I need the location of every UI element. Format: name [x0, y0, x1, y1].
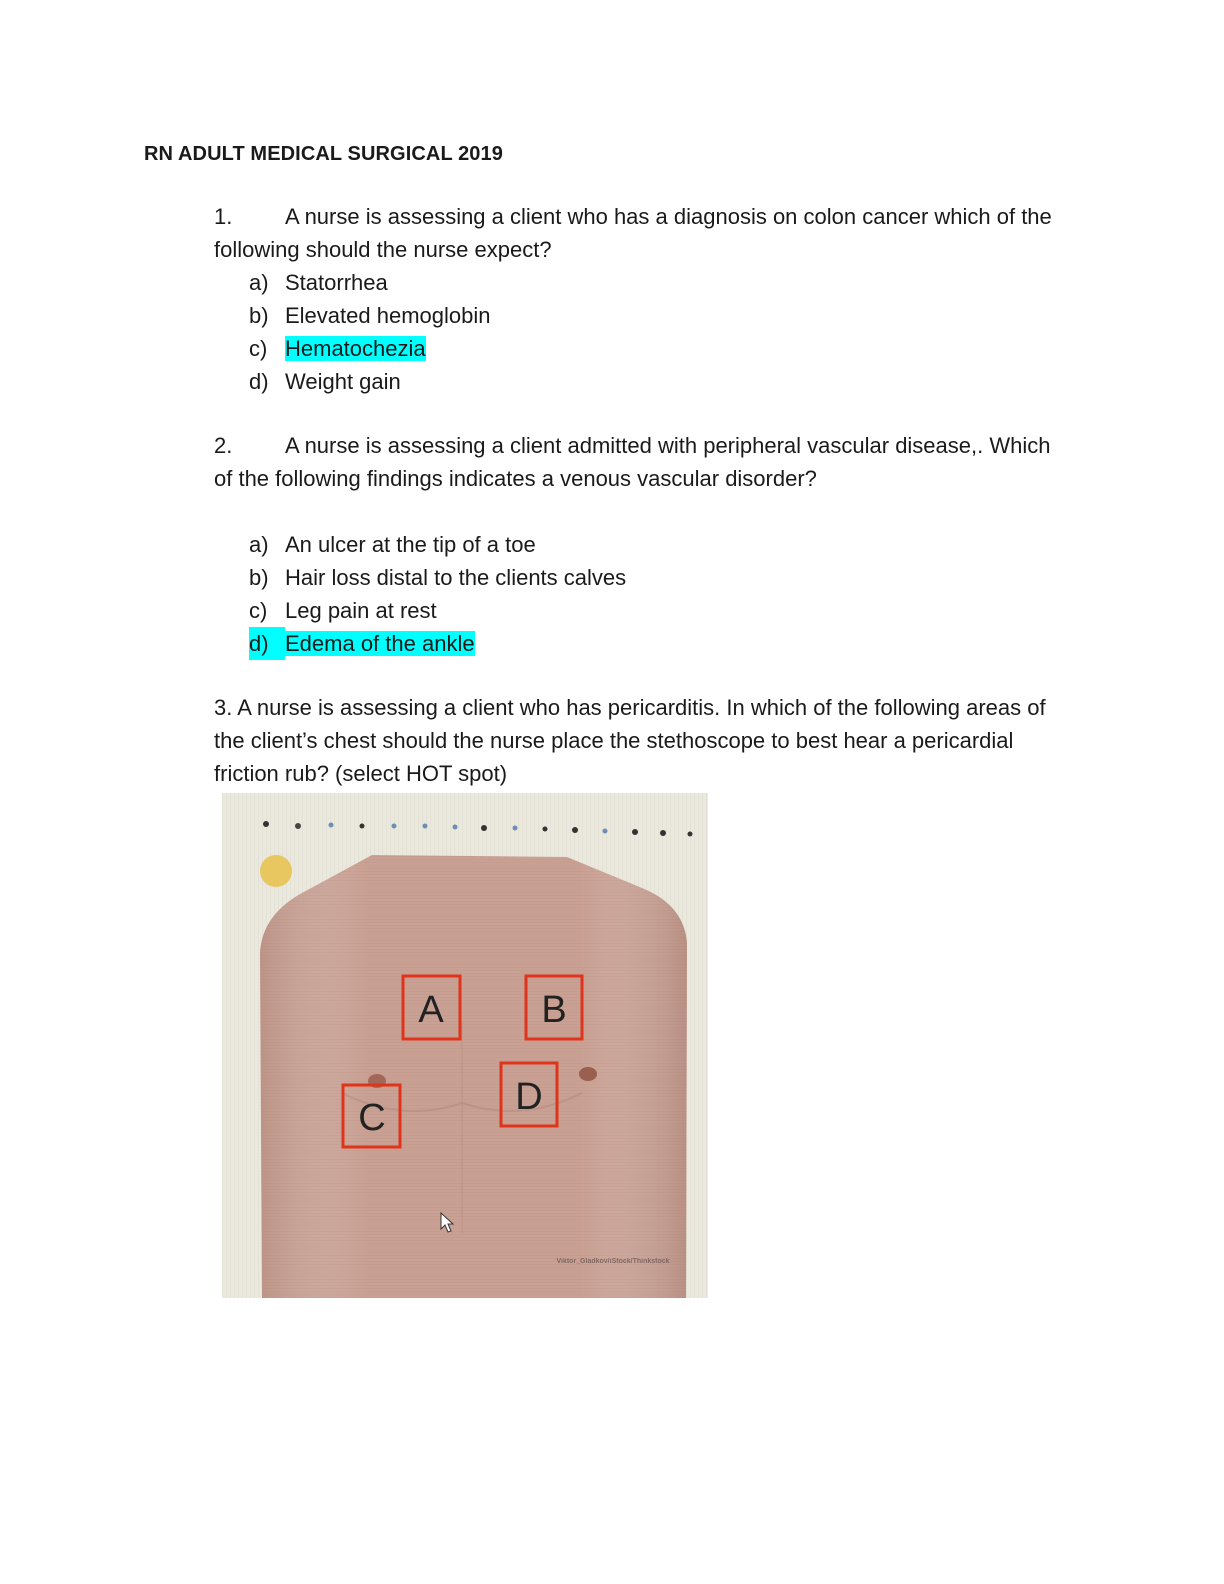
right-nipple [579, 1067, 597, 1081]
option-text: Elevated hemoglobin [285, 303, 491, 328]
hotspot-c-label: C [358, 1097, 386, 1139]
option-text-highlighted: Hematochezia [285, 336, 426, 361]
question-2-stem [214, 429, 1074, 495]
option-2b[interactable] [249, 561, 1074, 594]
option-letter: a) [249, 270, 269, 295]
option-text: An ulcer at the tip of a toe [285, 532, 536, 557]
yellow-sticker [260, 855, 292, 887]
option-2c[interactable] [249, 594, 1074, 627]
question-1-options [214, 266, 1074, 398]
option-letter-highlighted: d) [249, 627, 285, 660]
option-1c[interactable] [249, 332, 1074, 365]
image-credit: Viktor_Gladkov/iStock/Thinkstock [556, 1258, 670, 1265]
question-2-number: 2. [214, 433, 233, 458]
question-1-stem [214, 200, 1074, 266]
question-2-options [214, 528, 1074, 660]
option-letter: b) [249, 303, 269, 328]
question-2 [214, 429, 1074, 660]
option-1d[interactable] [249, 365, 1074, 398]
option-text: Hair loss distal to the clients calves [285, 565, 627, 590]
chest-hotspot-image [222, 793, 708, 1298]
option-letter: a) [249, 532, 269, 557]
question-3-number: 3. [214, 695, 233, 720]
hotspot-a-label: A [418, 989, 444, 1031]
question-3-text: A nurse is assessing a client who has pericarditis. In which of the following areas of the client’s chest should the nurse place the stethoscope to best hear a pericardial friction rub? (select HOT spot) [214, 695, 1046, 786]
option-text: Weight gain [285, 369, 401, 394]
option-1a[interactable] [249, 266, 1074, 299]
question-1-text: A nurse is assessing a client who has a diagnosis on colon cancer which of the following should the nurse expect? [214, 204, 1052, 262]
page-title: RN ADULT MEDICAL SURGICAL 2019 [144, 143, 503, 165]
option-2d[interactable] [249, 627, 1074, 660]
hotspot-b-label: B [541, 989, 567, 1031]
option-1b[interactable] [249, 299, 1074, 332]
question-3 [214, 691, 1074, 790]
question-2-text: A nurse is assessing a client admitted with peripheral vascular disease,. Which of the following findings indicates a venous vascular disorder? [214, 433, 1051, 491]
option-letter: d) [249, 369, 269, 394]
option-letter: c) [249, 336, 268, 361]
option-text: Leg pain at rest [285, 598, 437, 623]
option-text: Statorrhea [285, 270, 388, 295]
option-2a[interactable] [249, 528, 1074, 561]
option-letter: c) [249, 598, 268, 623]
hotspot-d-label: D [515, 1076, 543, 1118]
question-3-stem [214, 691, 1074, 790]
option-letter: b) [249, 565, 269, 590]
option-text-highlighted: Edema of the ankle [285, 631, 475, 656]
question-1 [214, 200, 1074, 398]
question-1-number: 1. [214, 204, 233, 229]
